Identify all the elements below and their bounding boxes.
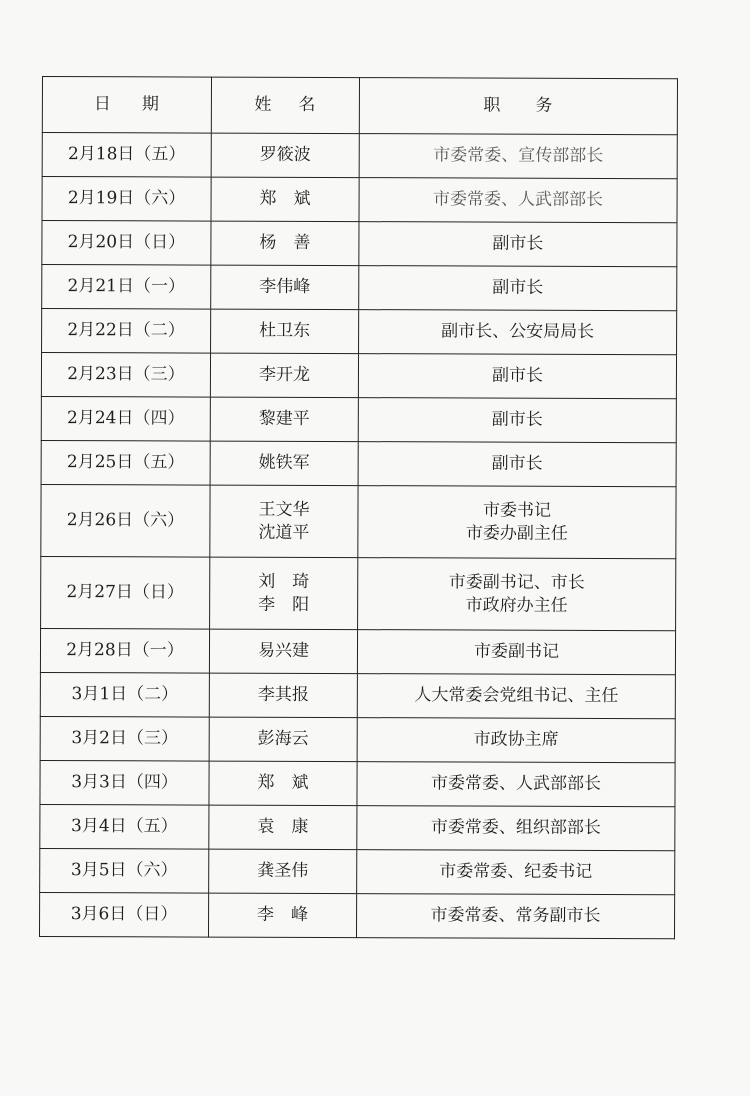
table-row xyxy=(42,265,677,311)
name-cell: 杜卫东 xyxy=(211,309,359,354)
header-date xyxy=(42,77,211,134)
position-cell: 市委常委、人武部部长 xyxy=(357,762,675,807)
date-cell: 2月23日（三） xyxy=(41,353,210,398)
position-cell: 副市长 xyxy=(358,354,676,399)
table-row xyxy=(42,221,677,267)
date-cell: 2月25日（五） xyxy=(41,440,210,485)
table-row xyxy=(42,177,677,223)
table-row xyxy=(41,484,676,558)
name-cell: 彭海云 xyxy=(209,717,357,762)
table-row xyxy=(40,672,675,718)
name-cell: 郑 斌 xyxy=(211,177,359,222)
date-cell: 2月28日（一） xyxy=(40,628,209,673)
position-line: 市委书记 xyxy=(482,500,552,521)
position-cell: 副市长 xyxy=(358,442,676,487)
date-cell: 3月6日（日） xyxy=(39,892,208,937)
date-cell: 3月3日（四） xyxy=(40,760,209,805)
position-line: 市政府办主任 xyxy=(465,594,568,616)
name-cell: 罗筱波 xyxy=(211,133,359,178)
name-cell xyxy=(210,485,358,558)
header-date-char-1: 日 xyxy=(93,94,112,115)
date-cell: 2月19日（六） xyxy=(42,177,211,222)
name-line: 刘 琦 xyxy=(258,571,310,592)
date-cell: 2月18日（五） xyxy=(42,133,211,178)
header-name xyxy=(211,77,359,134)
position-cell: 市委副书记 xyxy=(357,630,675,675)
header-name-char-2: 名 xyxy=(298,94,317,115)
name-line: 沈道平 xyxy=(258,522,310,543)
position-cell xyxy=(358,558,676,631)
position-cell: 市委常委、宣传部部长 xyxy=(359,134,677,179)
position-cell: 副市长 xyxy=(358,398,676,443)
date-cell: 2月20日（日） xyxy=(42,221,211,266)
name-cell: 黎建平 xyxy=(210,397,358,442)
name-cell: 李其报 xyxy=(209,673,357,718)
table-row xyxy=(40,760,675,806)
name-cell xyxy=(210,557,358,630)
date-cell: 2月26日（六） xyxy=(41,484,210,557)
position-cell: 副市长 xyxy=(359,266,677,311)
name-cell: 李开龙 xyxy=(210,353,358,398)
name-line: 王文华 xyxy=(258,499,310,520)
table-header-row xyxy=(42,77,677,135)
position-cell: 市委常委、常务副市长 xyxy=(356,894,674,939)
date-cell: 2月27日（日） xyxy=(41,556,210,629)
name-cell: 袁 康 xyxy=(209,805,357,850)
table-row xyxy=(41,353,676,399)
position-cell: 副市长、公安局局长 xyxy=(359,310,677,355)
position-cell: 市委常委、组织部部长 xyxy=(357,806,675,851)
table-row xyxy=(40,848,675,894)
position-line: 市委办副主任 xyxy=(465,522,568,544)
date-cell: 3月4日（五） xyxy=(40,804,209,849)
name-cell: 李 峰 xyxy=(208,893,356,938)
table-row xyxy=(40,716,675,762)
name-cell: 姚铁军 xyxy=(210,441,358,486)
table-row xyxy=(41,396,676,442)
header-name-char-1: 姓 xyxy=(254,94,273,115)
duty-roster-table xyxy=(39,76,678,939)
table-row xyxy=(41,556,676,630)
date-cell: 2月21日（一） xyxy=(42,265,211,310)
name-cell: 易兴建 xyxy=(209,629,357,674)
name-cell: 李伟峰 xyxy=(211,265,359,310)
header-position-char-1: 职 xyxy=(483,95,502,116)
position-cell: 人大常委会党组书记、主任 xyxy=(357,674,675,719)
name-cell: 龚圣伟 xyxy=(209,849,357,894)
position-cell: 市委常委、人武部部长 xyxy=(359,178,677,223)
header-position-char-2: 务 xyxy=(535,95,554,116)
date-cell: 3月1日（二） xyxy=(40,672,209,717)
position-line: 市委副书记、市长 xyxy=(448,571,585,593)
position-cell xyxy=(358,486,676,559)
date-cell: 3月5日（六） xyxy=(40,848,209,893)
header-position xyxy=(359,78,677,135)
table-row xyxy=(39,892,674,938)
table-row xyxy=(42,133,677,179)
date-cell: 2月24日（四） xyxy=(41,396,210,441)
name-line: 李 阳 xyxy=(258,594,310,615)
position-cell: 市政协主席 xyxy=(357,718,675,763)
table-row xyxy=(41,440,676,486)
position-cell: 副市长 xyxy=(359,222,677,267)
position-cell: 市委常委、纪委书记 xyxy=(357,850,675,895)
header-date-char-2: 期 xyxy=(141,94,160,115)
table-row xyxy=(42,309,677,355)
table-row xyxy=(40,804,675,850)
name-cell: 杨 善 xyxy=(211,221,359,266)
name-cell: 郑 斌 xyxy=(209,761,357,806)
date-cell: 2月22日（二） xyxy=(42,309,211,354)
date-cell: 3月2日（三） xyxy=(40,716,209,761)
table-row xyxy=(40,628,675,674)
